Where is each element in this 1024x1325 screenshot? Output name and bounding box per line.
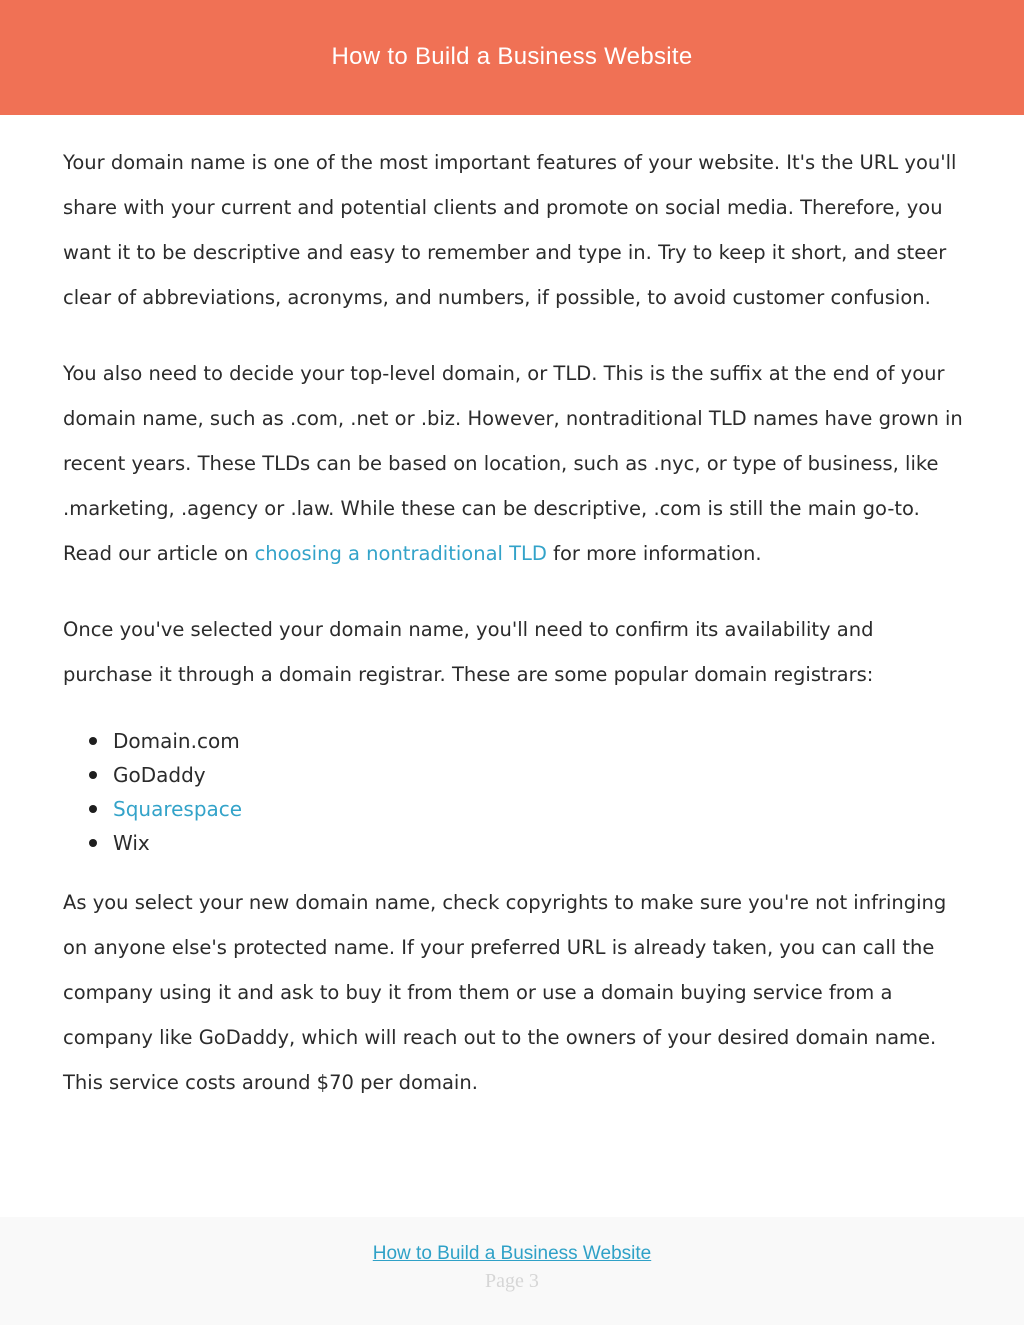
article-body [63,140,963,1105]
list-item-wix: Wix [113,826,963,860]
paragraph-registrars: Once you've selected your domain name, you'll need to confirm its availability and purchase it through a domain registrar. These are some popular domain registrars: [63,618,874,686]
registrar-list [63,724,963,860]
paragraph-tld-text-end: for more information. [546,542,762,565]
page-footer [0,1217,1024,1325]
footer-title-link[interactable]: How to Build a Business Website [372,1243,652,1264]
squarespace-link[interactable]: Squarespace [113,797,243,821]
paragraph-tld-text: You also need to decide your top-level domain, or TLD. This is the suffix at the end of your domain name, such as .com, .net or .biz. However, nontraditional TLD names have grown in recent years. These TLDs can be based on location, such as .nyc, or type of business, like .marketing, .agency or .law. While these can be descriptive, .com is still the main go-to. Read our article on [63,362,963,565]
header-title: How to Build a Business Website [331,42,693,70]
paragraph-copyright: As you select your new domain name, check copyrights to make sure you're not infringing on anyone else's protected name. If your preferred URL is already taken, you can call the company using it and ask to buy it from them or use a domain buying service from a company like GoDaddy, which will reach out to the owners of your desired domain name. This service costs around $70 per domain. [63,891,947,1094]
list-item-domain-com: Domain.com [113,724,963,758]
paragraph-tld [63,351,963,576]
paragraph-domain-name: Your domain name is one of the most important features of your website. It's the URL you'll share with your current and potential clients and promote on social media. Therefore, you want it to be descriptive and easy to remember and type in. Try to keep it short, and steer clear of abbreviations, acronyms, and numbers, if possible, to avoid customer confusion. [63,151,957,309]
page-number: Page 3 [485,1270,539,1292]
list-item-squarespace [113,792,963,826]
page-header [0,0,1024,115]
nontraditional-tld-link[interactable]: choosing a nontraditional TLD [254,542,547,565]
list-item-godaddy: GoDaddy [113,758,963,792]
